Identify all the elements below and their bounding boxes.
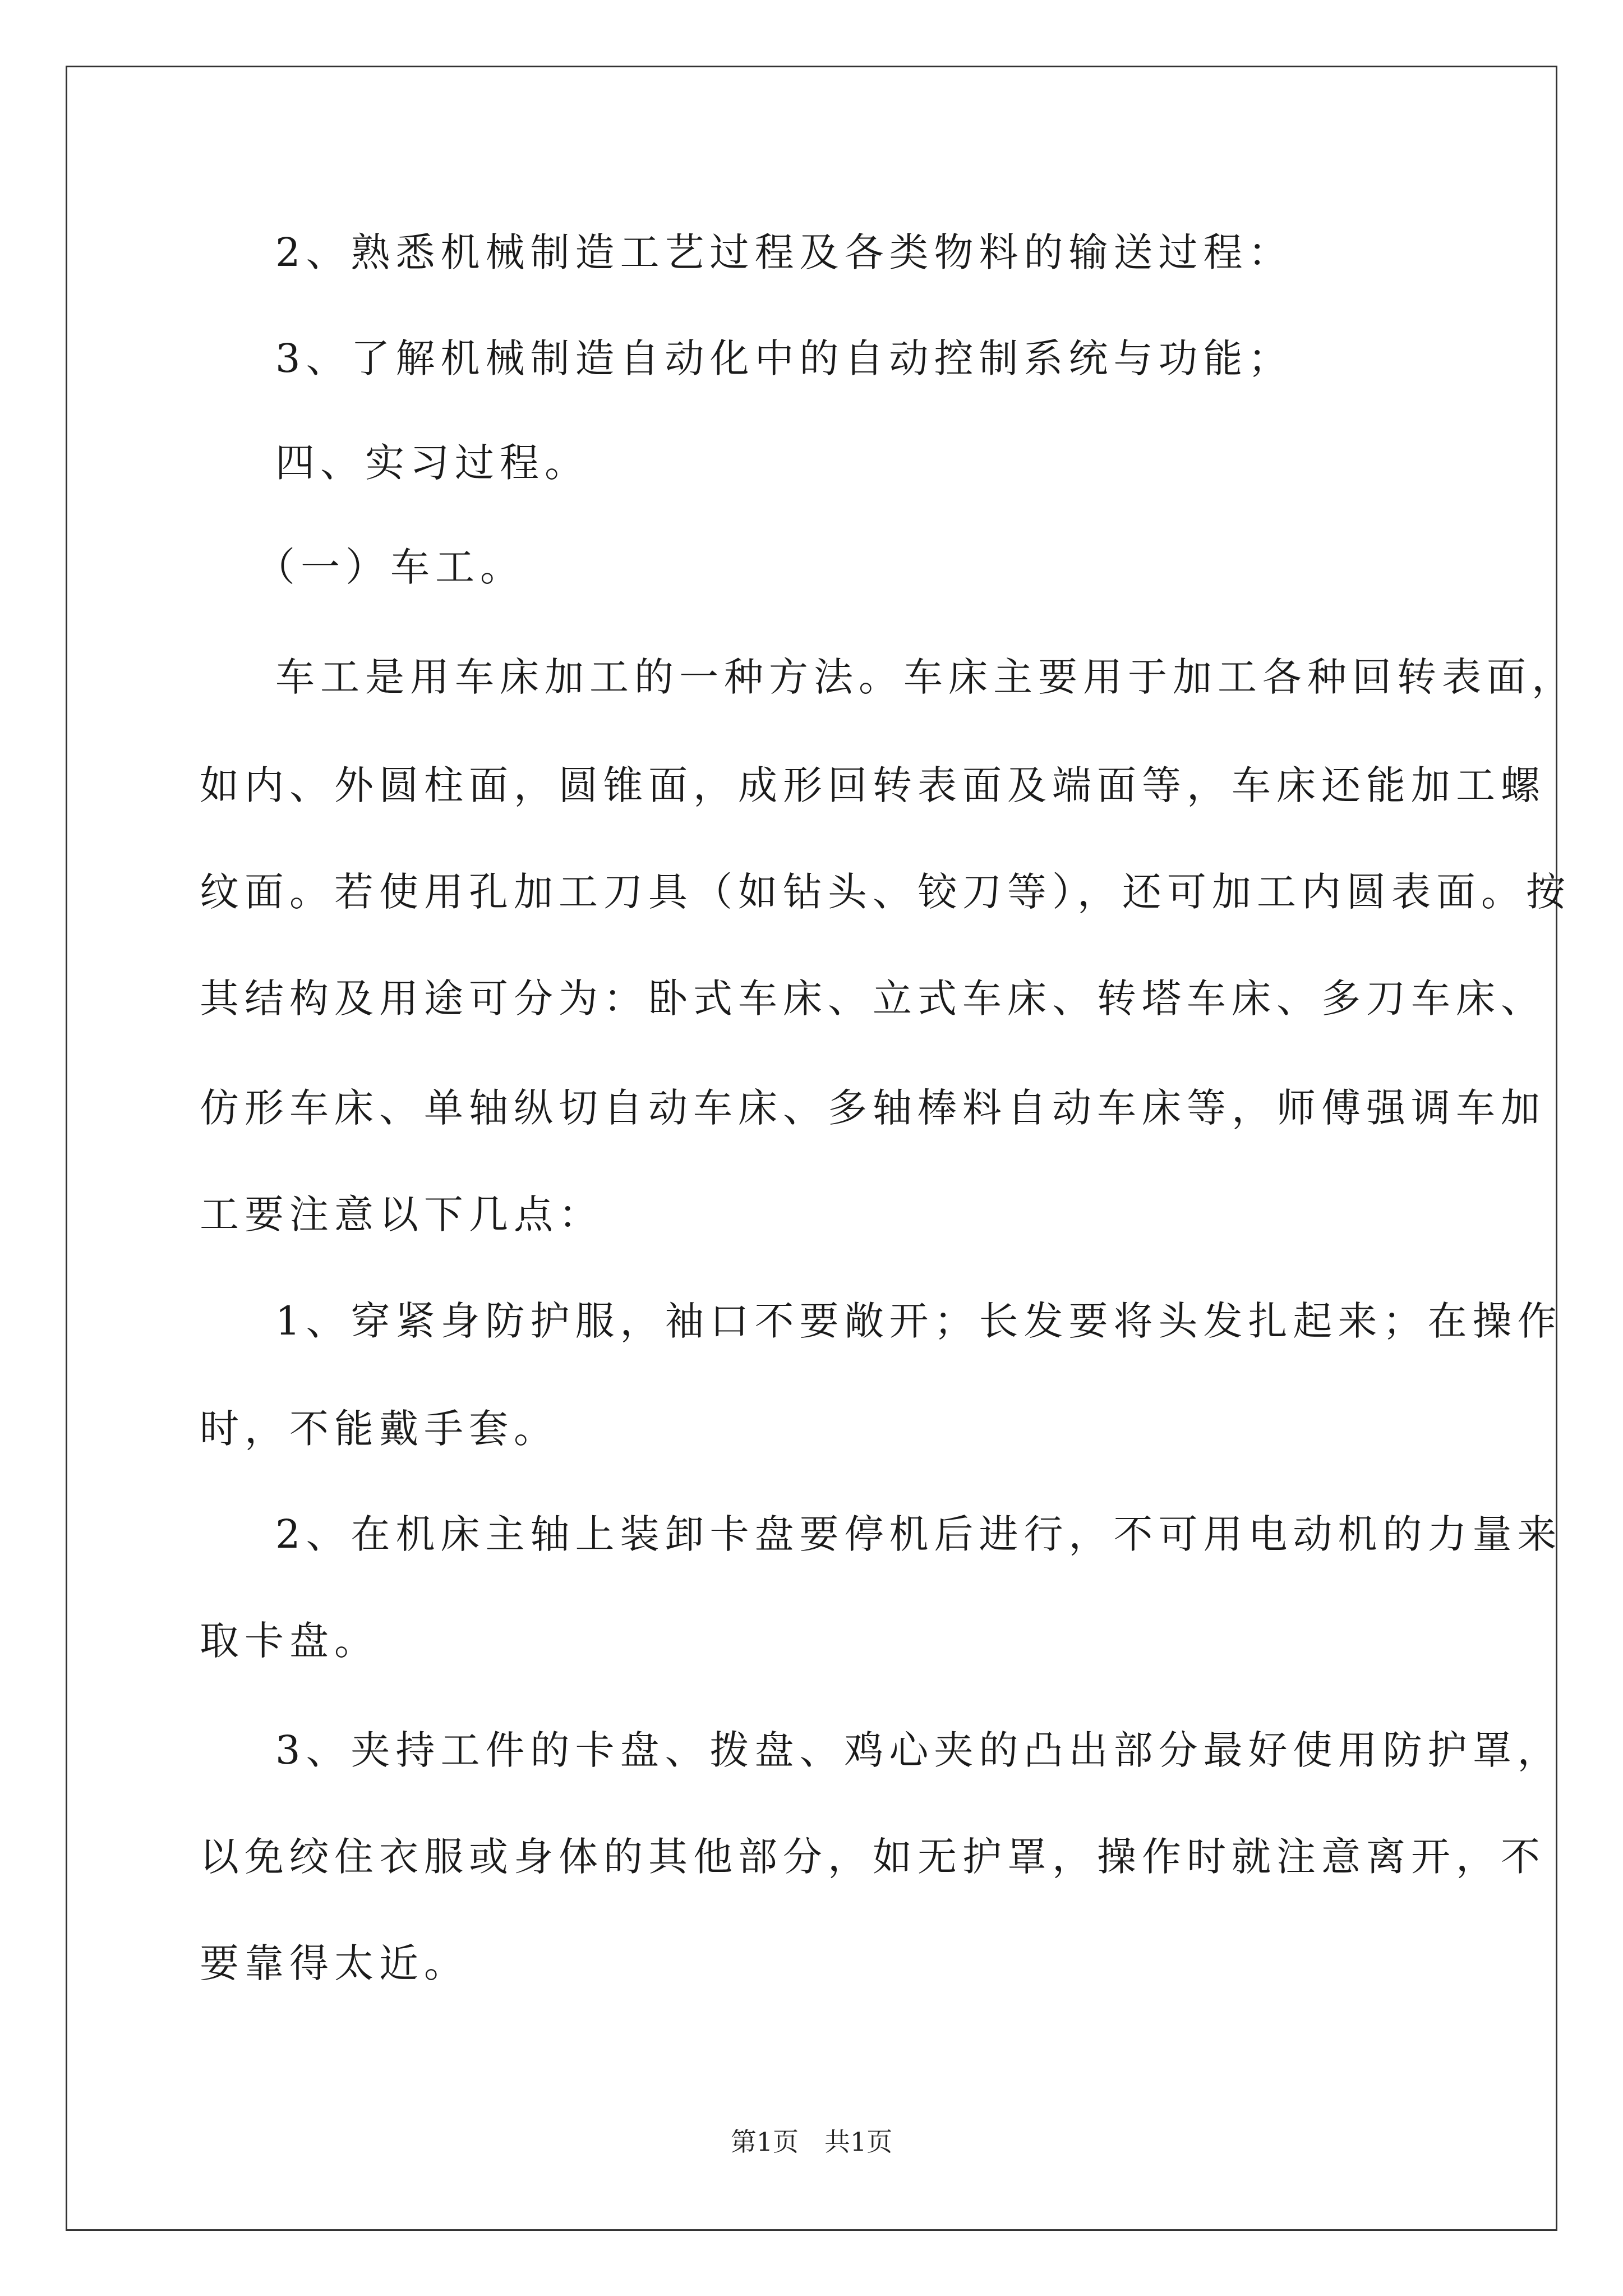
paragraph-line: 2、熟悉机械制造工艺过程及各类物料的输送过程： <box>275 229 1293 275</box>
page-number-footer: 第1页 共1页 <box>730 2127 893 2157</box>
paragraph-line: 纹面。若使用孔加工刀具（如钻头、铰刀等），还可加工内圆表面。按 <box>200 869 1571 915</box>
paragraph-line: 工要注意以下几点： <box>200 1191 603 1237</box>
paragraph-line: 3、了解机械制造自动化中的自动控制系统与功能； <box>275 335 1293 381</box>
page-frame <box>66 66 1557 2231</box>
paragraph-line: 1、穿紧身防护服，袖口不要敞开；长发要将头发扎起来；在操作 <box>275 1298 1562 1344</box>
paragraph-line: 车工是用车床加工的一种方法。车床主要用于加工各种回转表面， <box>275 654 1576 700</box>
paragraph-line: 仿形车床、单轴纵切自动车床、多轴棒料自动车床等，师傅强调车加 <box>200 1085 1546 1131</box>
section-heading: 四、实习过程。 <box>275 440 589 486</box>
paragraph-line: 其结构及用途可分为：卧式车床、立式车床、转塔车床、多刀车床、 <box>200 976 1546 1022</box>
paragraph-line: 3、夹持工件的卡盘、拨盘、鸡心夹的凸出部分最好使用防护罩， <box>275 1727 1562 1773</box>
paragraph-line: 要靠得太近。 <box>200 1940 469 1986</box>
subsection-heading: （一）车工。 <box>256 544 525 590</box>
paragraph-line: 时，不能戴手套。 <box>200 1406 559 1452</box>
paragraph-line: 取卡盘。 <box>200 1618 379 1664</box>
paragraph-line: 如内、外圆柱面，圆锥面，成形回转表面及端面等，车床还能加工螺 <box>200 762 1546 808</box>
paragraph-line: 以免绞住衣服或身体的其他部分，如无护罩，操作时就注意离开，不 <box>200 1834 1546 1880</box>
paragraph-line: 2、在机床主轴上装卸卡盘要停机后进行，不可用电动机的力量来 <box>275 1511 1562 1557</box>
